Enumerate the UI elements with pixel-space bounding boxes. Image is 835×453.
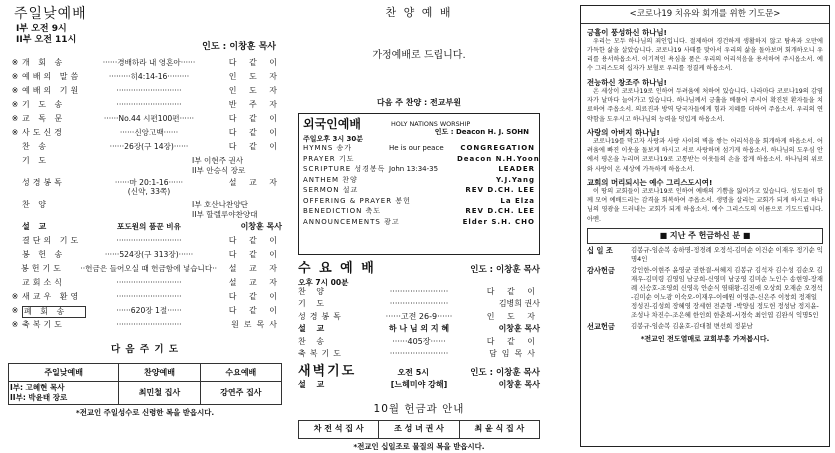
wednesday-leader: 인도 : 이창훈 목사 [470, 265, 540, 276]
table-header: 찬양예배 [119, 364, 200, 382]
dawn-title: 새벽기도 [298, 363, 357, 379]
prayer-section-body: 온 세상이 코로나19로 인하여 두려움에 처하여 있습니다. 나라마다 코로나19의 감염자가 날마다 늘어가고 있습니다. 하나님께서 긍휼을 베풀어 주시어 확진된 환자들을 치료하여 주옵소서. 의료진과 방역 당국자들에게 힘과 지혜를 더하여 주옵소서. 우리의 연약함을 도우시고 하나님의 능력을 덧입게 하옵소서. [587, 87, 823, 123]
order-of-worship [8, 58, 282, 334]
praise-worship-column [298, 6, 540, 451]
order-right: 다 같 이 [228, 235, 282, 245]
sunday-worship-title: 주일낮예배 [14, 6, 87, 22]
order-mark: ※ [11, 305, 19, 315]
intl-detail [389, 197, 457, 208]
wed-person: 인 도 자 [486, 311, 540, 321]
order-detail: ······No.44 시편100편······ [103, 113, 195, 123]
offering-names: 강인한-이현주 윤영균 권한결-서혜지 김봉규 김석자 김수성 김순오 김재우-김미령 김영임 남궁희-신영미 남궁영 김미순 노인수 송현영-장재례 신승호-조영희 신영옥 안순식 염태왕-김진애 오상희 오재순 오경석 -김미순 이노광 이숙오-이재우-이예원 이영준-신은주 이창희 정재일 정성진-김성희 장혜영 장세현 전준형 -박양심 정도헌 정성남 정지윤-조성나 차진수-조은혜 한인희 한춘희-서경숙 최인엽 김완식 익명5인 [631, 265, 823, 319]
offering-history-row [587, 246, 823, 264]
order-item: 폐 회 송 [22, 306, 86, 318]
order-mark: ※ [11, 113, 19, 123]
next-week-prayer-table [8, 363, 282, 405]
order-right: 반 주 자 [228, 99, 282, 109]
intl-leader: 인도 : Deacon H. J. SOHN [434, 128, 529, 137]
intl-detail [389, 186, 457, 197]
dawn-prayer-header [298, 364, 540, 380]
intl-person: Deacon N.H.Yoon [457, 154, 540, 163]
intl-row [303, 144, 535, 155]
order-row [8, 114, 282, 128]
order-item: 찬 양 [22, 199, 49, 209]
intl-row [303, 165, 535, 176]
order-right: 다 같 이 [228, 291, 282, 301]
sunday-worship-column [8, 6, 282, 446]
order-detail: ··························· [116, 99, 182, 109]
intl-row [303, 218, 535, 229]
prayer-column [580, 5, 830, 447]
prayer-heading: <코로나19 치유와 회개를 위한 기도문> [581, 9, 829, 24]
offering-table [298, 420, 540, 439]
wed-item: 찬 송 [298, 336, 328, 346]
order-right: 다 같 이 [228, 57, 282, 67]
order-row [8, 58, 282, 72]
wed-person: 다 같 이 [486, 336, 540, 346]
sermon-preacher: 이창훈 목사 [240, 221, 282, 231]
wednesday-row [298, 287, 540, 300]
order-row [8, 236, 282, 250]
prayer-section-title: 교회의 머리되시는 예수 그리스도시여! [587, 177, 713, 187]
intl-person: Y.J.Yang [496, 175, 535, 184]
order-item: 봉헌기도 [20, 263, 64, 273]
order-mark: ※ [11, 57, 19, 67]
order-row-scripture [8, 178, 282, 200]
sunday-note: *전교인 주일성수로 신령한 복을 받읍시다. [75, 408, 215, 418]
offering-names: 김봉규-임순복 김윤호-김대철 변선희 정분남 [631, 321, 753, 330]
next-praise-leader: 다음 주 찬양 : 전교부원 [377, 98, 461, 108]
order-detail: ··························· [116, 291, 182, 301]
intl-row [303, 197, 535, 208]
anthem-2: II부 할렐루야찬양대 [192, 209, 258, 219]
wed-person: 다 같 이 [486, 286, 540, 296]
sunday-leader: 인도 : 이창훈 목사 [202, 42, 276, 52]
wednesday-title: 수 요 예 배 [298, 261, 376, 277]
order-item: 찬 송 [22, 141, 49, 151]
intl-person: LEADER [498, 165, 535, 173]
offering-person: 최 윤 식 집 사 [459, 420, 539, 438]
order-right: 원로목사 [231, 319, 282, 329]
offering-history-row [587, 266, 823, 320]
order-item: 성경봉독 [22, 177, 65, 187]
prayer-footer: *전교인 전도열매로 교회부흥 가져봅시다. [640, 334, 770, 343]
prayer-section-body: 코로나19를 막고자 사랑과 사랑 사이의 벽을 쌓는 어리석음을 회개하게 하옵소서. 어려움에 빠진 이웃을 돌보게 하시고 서로 사랑하며 섬기게 하옵소서. 하나님의 도우심 안에서 평온을 누리며 코로나19로 고통받는 이웃들의 손을 잡게 하옵소서. 하나님의 위로와 사랑이 온 세상에 가득하게 하옵소서. [587, 138, 823, 173]
scripture-ref: ······마 20:1-16······ [114, 177, 184, 187]
order-detail: ······26장(구 14장)······ [109, 141, 189, 151]
order-row [8, 320, 282, 334]
order-right: 인 도 자 [228, 71, 282, 81]
intl-detail: John 13:34-35 [389, 165, 439, 173]
order-detail: ··························· [116, 319, 182, 329]
wed-item: 기 도 [298, 299, 328, 309]
order-row-anthem [8, 200, 282, 222]
order-row [8, 86, 282, 100]
order-detail: ··························· [116, 277, 182, 287]
order-item: 예배의 기원 [22, 85, 82, 95]
prayer-section [587, 28, 823, 74]
order-row [8, 72, 282, 86]
prayer-leader-1: I부 이현주 권사 [192, 155, 244, 165]
offering-type: 십 일 조 [587, 245, 613, 255]
offering-names: 김봉규-임순복 송하명-정경례 오정석-김미순 이건순 이재우 정기순 익명4인 [631, 245, 823, 263]
intl-subtitle: HOLY NATIONS WORSHIP [391, 120, 471, 129]
prayer-section-title: 전능하신 창조주 하나님! [587, 77, 667, 87]
service-time-2: II부 오전 11시 [16, 34, 77, 45]
intl-person: REV D.CH. LEE [465, 186, 535, 194]
table-header: 수요예배 [200, 364, 281, 382]
table-cell: 강연주 집사 [200, 382, 281, 405]
wednesday-worship-header [298, 261, 540, 277]
intl-person: CONGREGATION [460, 144, 535, 152]
order-detail: ······신앙고백······ [119, 127, 179, 137]
order-mark: ※ [11, 319, 19, 329]
wed-item: 찬 양 [298, 286, 328, 296]
order-detail: ······524장(구 313장)······ [104, 249, 194, 259]
intl-row [303, 154, 540, 166]
dawn-sermon-preacher: 이창훈 목사 [498, 380, 540, 390]
family-worship-message: 가정예배로 드립니다. [372, 49, 466, 61]
dawn-sermon-title: [느헤미야 강해] [390, 380, 448, 390]
offering-type: 감사헌금 [587, 265, 615, 275]
offering-person: 차 전 석 집 사 [299, 420, 379, 438]
order-right: 다 같 이 [228, 141, 282, 151]
wed-person: 김병희 권사 [498, 299, 540, 309]
order-mark: ※ [11, 127, 19, 137]
order-row [8, 306, 282, 320]
order-item: 개 회 송 [22, 57, 66, 67]
order-item: 봉 헌 송 [22, 249, 66, 259]
wed-item: 설 교 [298, 324, 329, 334]
wed-item: 축복기도 [298, 349, 345, 359]
order-row [8, 128, 282, 142]
intl-detail [389, 155, 457, 166]
offering-history-title: ■ 지난 주 헌금하신 분 ■ [587, 228, 823, 244]
intl-person: La Elza [500, 196, 535, 205]
intl-row [303, 186, 535, 197]
wed-detail: ······················· [389, 349, 449, 359]
order-item: 교 독 문 [22, 113, 66, 123]
table-cell: I부: 고혜현 목사 II부: 박윤태 장로 [9, 382, 119, 405]
order-row-sermon [8, 222, 282, 236]
offering-person: 조 성 녀 권 사 [379, 420, 459, 438]
order-item: 교회소식 [22, 277, 65, 287]
order-mark: ※ [11, 99, 19, 109]
scripture-pages: (신약, 33쪽) [127, 186, 171, 196]
offering-note: *전교인 십일조로 물질의 복을 받읍시다. [353, 441, 485, 451]
order-row [8, 142, 282, 156]
intl-detail: He is our peace [389, 144, 444, 152]
wed-detail: ······고전 26-9······ [385, 311, 453, 321]
wed-detail: ······················· [389, 299, 449, 309]
wednesday-row [298, 349, 540, 362]
intl-item: HYMNS 송가 [303, 144, 353, 152]
intl-person: REV D.CH. LEE [465, 207, 535, 215]
intl-item: ANTHEM 찬양 [303, 175, 358, 184]
intl-detail [389, 176, 457, 187]
prayer-section [587, 178, 823, 224]
order-right: 설 교 자 [228, 177, 282, 187]
order-right: 인 도 자 [228, 85, 282, 95]
order-row [8, 250, 282, 264]
order-row [8, 264, 282, 278]
prayer-section-title: 사랑의 아버지 하나님! [587, 127, 660, 137]
order-mark: ※ [11, 291, 19, 301]
intl-item: PRAYER 기도 [303, 154, 355, 163]
order-mark: ※ [11, 85, 19, 95]
order-item: 새교우 환영 [22, 291, 82, 301]
order-right: 다 같 이 [228, 305, 282, 315]
order-right: 설 교 자 [228, 263, 282, 273]
wednesday-row [298, 324, 540, 337]
offering-history-row [587, 322, 823, 331]
intl-detail [389, 207, 457, 218]
order-item: 결단의 기도 [22, 235, 82, 245]
prayer-leader-2: II부 안승식 장로 [192, 165, 246, 175]
order-item: 예배의 말씀 [22, 71, 82, 81]
order-row [8, 278, 282, 292]
wed-detail: ······················· [389, 286, 449, 296]
order-item: 설 교 [22, 221, 50, 231]
prayer-section-body: 우리는 모두 하나님의 죄인입니다. 절제하며 경건하게 생활하지 않고 탐욕과 오만에 가득한 삶을 살았습니다. 코로나19 사태를 맞아서 우리의 삶을 돌아보며 회개하오니 우리를 용서하옵소서. 이기적인 욕심을 품은 우리의 어리석음을 용서하여 주시옵소서. 예수 그리스도의 십자가 보혈로 우리를 정결케 하옵소서. [587, 37, 823, 73]
praise-worship-title: 찬 양 예 배 [385, 6, 453, 19]
prayer-section-title: 긍휼이 풍성하신 하나님! [587, 27, 667, 37]
intl-item: SCRIPTURE 성경봉독 [303, 165, 386, 173]
intl-item: SERMON 설교 [303, 186, 359, 194]
offering-title: 10월 헌금과 안내 [373, 402, 465, 415]
intl-item: OFFERING & PRAYER 봉헌 [303, 196, 411, 205]
order-row-prayer [8, 156, 282, 178]
table-cell: 최민철 집사 [119, 382, 200, 405]
order-detail: ··························· [116, 85, 182, 95]
intl-row [303, 176, 535, 187]
sermon-title: 포도원의 품꾼 비유 [117, 221, 181, 231]
wednesday-row [298, 312, 540, 325]
prayer-section [587, 78, 823, 124]
order-item: 사도신경 [22, 127, 65, 137]
dawn-time: 오전 5시 [397, 367, 429, 377]
intl-detail [389, 218, 457, 229]
intl-person: Elder S.H. CHO [462, 217, 535, 226]
order-right: 다 같 이 [228, 127, 282, 137]
dawn-sermon-row [298, 380, 540, 393]
order-detail: ······경배하라 내 영혼아······ [102, 57, 196, 67]
wed-detail: ······405장······ [392, 336, 446, 346]
intl-title: 외국인예배 [303, 117, 361, 132]
order-item: 기 도 송 [22, 99, 66, 109]
anthem-1: I부 호산나찬양단 [192, 199, 249, 209]
order-mark: ※ [11, 71, 19, 81]
order-right: 다 같 이 [228, 249, 282, 259]
order-right: 다 같 이 [228, 113, 282, 123]
intl-item: ANNOUNCEMENTS 광고 [303, 217, 400, 226]
prayer-section [587, 128, 823, 174]
service-time-1: I부 오전 9시 [16, 23, 67, 34]
intl-item: BENEDICTION 축도 [303, 207, 382, 215]
order-row [8, 292, 282, 306]
order-detail: ······620장 1절······ [116, 305, 182, 315]
intl-row [303, 207, 535, 218]
offering-type: 선교헌금 [587, 321, 615, 331]
prayer-section-body: 이 땅의 교회들이 코로나19로 인하여 예배의 기쁨을 잃어가고 있습니다. 성도들이 함께 모여 예배드리는 감격을 회복하여 주옵소서. 생명을 살리는 교회가 되게 하시고 하나님의 영광을 드러내는 교회가 되게 하옵소서. 예수 그리스도의 이름으로 기도드립니다. 아멘. [587, 188, 823, 223]
wednesday-row [298, 299, 540, 312]
intl-time: 주일오후 3시 30분 [303, 135, 364, 144]
order-item: 기 도 [22, 155, 49, 165]
wed-item: 성경봉독 [298, 311, 345, 321]
dawn-sermon-item: 설 교 [298, 380, 329, 390]
wed-person: 담임목사 [489, 349, 540, 359]
order-detail: ·········히4:14-16········· [108, 71, 190, 81]
next-week-prayer-title: 다 음 주 기 도 [110, 343, 180, 355]
order-right: 설 교 자 [228, 277, 282, 287]
table-header: 주일낮예배 [9, 364, 119, 382]
order-detail: ··························· [116, 235, 182, 245]
dawn-leader: 인도 : 이창훈 목사 [470, 367, 540, 378]
wednesday-row [298, 337, 540, 350]
wed-person: 이창훈 목사 [498, 324, 540, 334]
wednesday-time: 오후 7시 00분 [298, 277, 349, 287]
order-item: 축복기도 [22, 319, 65, 329]
order-row [8, 100, 282, 114]
international-worship-box [298, 113, 540, 255]
wed-detail: 하 나 님 의 지 혜 [388, 324, 450, 334]
order-detail: ··헌금은 들어오실 때 헌금함에 넣습니다·· [80, 263, 218, 273]
